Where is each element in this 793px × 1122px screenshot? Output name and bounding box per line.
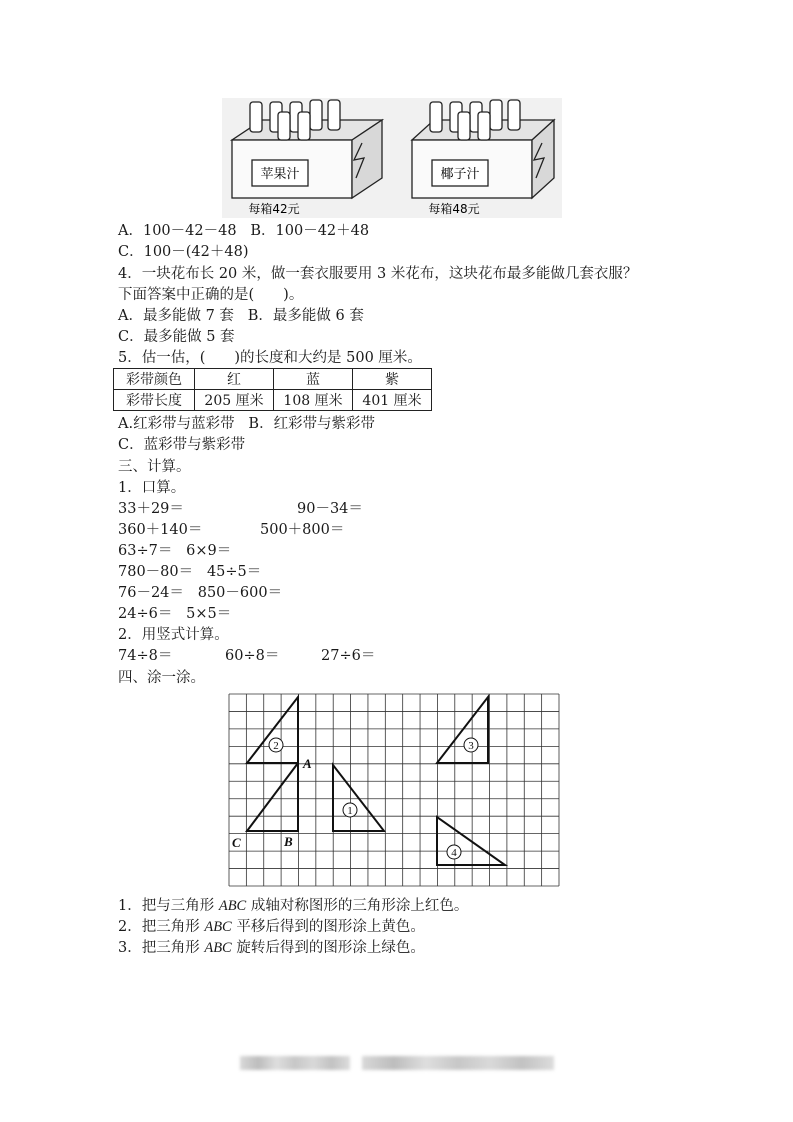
triangle-2 — [247, 697, 298, 763]
oral-item: 63÷7＝ 6×9＝ — [118, 543, 232, 559]
section3-title: 三、计算。 — [118, 459, 191, 475]
oral-item: 500＋800＝ — [260, 522, 345, 538]
triangle-2-label: 2 — [273, 740, 279, 752]
table-cell: 108 厘米 — [274, 390, 353, 411]
q5-option-c: C．蓝彩带与紫彩带 — [118, 437, 246, 453]
vertex-c-label: C — [232, 835, 241, 850]
triangle-3 — [437, 697, 488, 763]
triangle-abc — [247, 763, 298, 831]
q4-options-ab: A．最多能做 7 套 B．最多能做 6 套 — [118, 308, 364, 324]
oral-item: 76－24＝ 850－600＝ — [118, 585, 283, 601]
q4-stem: 4．一块花布长 20 米，做一套衣服要用 3 米花布，这块花布最多能做几套衣服？ — [118, 266, 638, 282]
triangle-1-label: 1 — [347, 805, 353, 817]
vertex-a-label: A — [303, 756, 312, 771]
oral-item: 24÷6＝ 5×5＝ — [118, 606, 232, 622]
table-row — [114, 390, 432, 411]
instruction-1 — [118, 896, 468, 916]
coconut-juice-price: 每箱48元 — [428, 202, 480, 216]
section3-sub2: 2．用竖式计算。 — [118, 627, 229, 643]
footer-watermark — [240, 1056, 350, 1070]
apple-juice-price: 每箱42元 — [248, 202, 300, 216]
instruction-abc: ABC — [204, 940, 232, 956]
q4-option-c: C．最多能做 5 套 — [118, 329, 235, 345]
juice-illustration — [222, 98, 562, 218]
instruction-abc: ABC — [204, 919, 232, 935]
table-row — [114, 369, 432, 390]
triangle-3-label: 3 — [468, 740, 474, 752]
coconut-juice-label: 椰子汁 — [440, 167, 480, 182]
ribbon-table — [113, 368, 432, 411]
instruction-2 — [118, 917, 425, 937]
q5-options-ab: A.红彩带与蓝彩带 B．红彩带与紫彩带 — [118, 416, 376, 432]
instruction-text: 2．把三角形 — [118, 919, 205, 935]
q4-prompt: 下面答案中正确的是( )。 — [118, 287, 304, 303]
section4-title: 四、涂一涂。 — [118, 670, 205, 686]
table-cell: 彩带颜色 — [114, 369, 195, 390]
instruction-3 — [118, 938, 425, 958]
footer-watermark — [362, 1056, 554, 1070]
grid-figure — [228, 693, 560, 887]
vertical-item: 27÷6＝ — [321, 648, 376, 664]
oral-item: 780－80＝ 45÷5＝ — [118, 564, 262, 580]
instruction-abc: ABC — [218, 898, 247, 914]
q3-option-c: C．100－(42＋48) — [118, 244, 249, 260]
instruction-text: 1．把与三角形 — [118, 898, 219, 914]
instruction-text: 旋转后得到的图形涂上绿色。 — [231, 940, 425, 956]
table-cell: 红 — [195, 369, 274, 390]
table-cell: 205 厘米 — [195, 390, 274, 411]
section3-sub1: 1．口算。 — [118, 480, 186, 496]
q5-stem: 5．估一估，( )的长度和大约是 500 厘米。 — [118, 350, 422, 366]
table-cell: 401 厘米 — [353, 390, 432, 411]
apple-juice-label: 苹果汁 — [260, 167, 300, 182]
table-cell: 彩带长度 — [114, 390, 195, 411]
q3-options-ab: A．100－42－48 B．100－42＋48 — [118, 223, 370, 239]
triangle-grid — [228, 693, 560, 887]
vertical-item: 60÷8＝ — [225, 648, 280, 664]
oral-item: 90－34＝ — [297, 501, 363, 517]
instruction-text: 平移后得到的图形涂上黄色。 — [231, 919, 425, 935]
oral-item: 33＋29＝ — [118, 501, 184, 517]
triangle-4-label: 4 — [451, 847, 457, 859]
table-cell: 蓝 — [274, 369, 353, 390]
triangle-1 — [333, 765, 384, 831]
table-cell: 紫 — [353, 369, 432, 390]
juice-boxes-figure — [222, 98, 562, 218]
vertical-item: 74÷8＝ — [118, 648, 173, 664]
instruction-text: 成轴对称图形的三角形涂上红色。 — [246, 898, 469, 914]
instruction-text: 3．把三角形 — [118, 940, 205, 956]
triangle-4 — [437, 817, 505, 865]
oral-item: 360＋140＝ — [118, 522, 203, 538]
vertex-b-label: B — [284, 834, 293, 849]
